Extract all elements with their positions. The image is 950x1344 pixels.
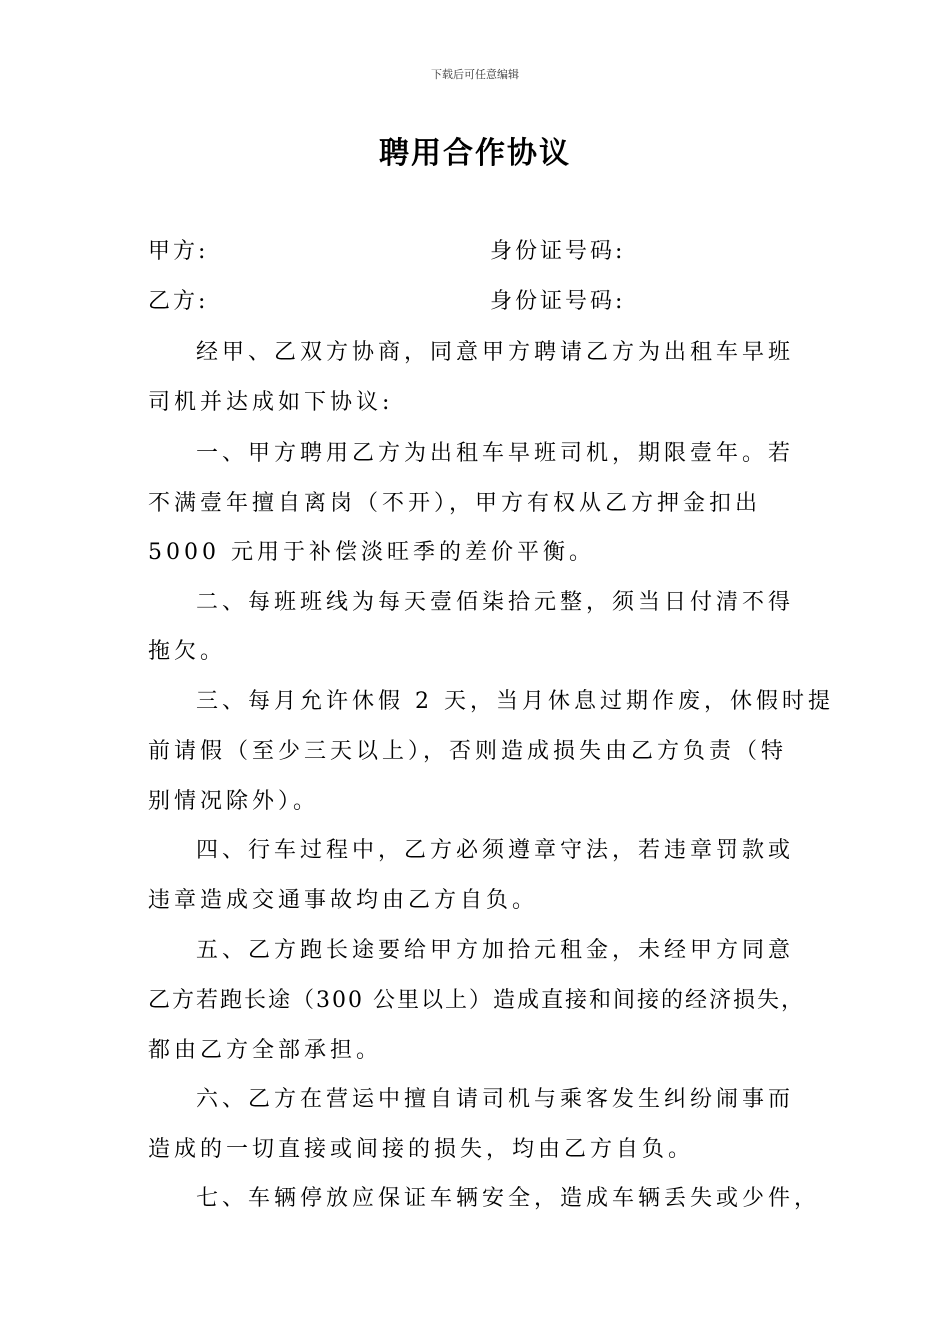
clause-6-line-1: 六、乙方在营运中擅自请司机与乘客发生纠纷闹事而 [196,1087,795,1112]
document-title: 聘用合作协议 [379,136,571,171]
party-b-id-label: 身份证号码: [490,289,626,314]
party-b-label: 乙方: [148,289,209,314]
party-a-row [148,234,828,274]
clause-1-line-2: 不满壹年擅自离岗（不开），甲方有权从乙方押金扣出 [148,491,762,516]
clause-4-line-2: 违章造成交通事故均由乙方自负。 [148,888,539,913]
intro-line-2: 司机并达成如下协议: [148,390,394,415]
party-a-label: 甲方: [148,239,209,264]
clause-7-line-1: 七、车辆停放应保证车辆安全，造成车辆丢失或少件， [196,1186,821,1211]
clause-3-line-1: 三、每月允许休假 2 天，当月休息过期作废，休假时提 [196,689,834,714]
party-b-row [148,284,828,324]
clause-1-line-1: 一、甲方聘用乙方为出租车早班司机，期限壹年。若 [196,441,795,466]
clause-1-line-3: 5000 元用于补偿淡旺季的差价平衡。 [148,540,595,565]
clause-2-line-1: 二、每班班线为每天壹佰柒拾元整，须当日付清不得 [196,590,795,615]
clause-3-line-2: 前请假（至少三天以上），否则造成损失由乙方负责（特 [148,739,788,764]
clause-2-line-2: 拖欠。 [148,639,227,664]
header-note: 下载后可任意编辑 [431,68,519,81]
clause-5-line-1: 五、乙方跑长途要给甲方加拾元租金，未经甲方同意 [196,938,795,963]
intro-line-1: 经甲、乙双方协商，同意甲方聘请乙方为出租车早班 [196,340,795,365]
clause-5-line-3: 都由乙方全部承担。 [148,1038,383,1063]
clause-3-line-3: 别情况除外）。 [148,789,320,814]
clause-5-line-2: 乙方若跑长途（300 公里以上）造成直接和间接的经济损失， [148,988,805,1013]
party-a-id-label: 身份证号码: [490,239,626,264]
clause-6-line-2: 造成的一切直接或间接的损失，均由乙方自负。 [148,1137,695,1162]
clause-4-line-1: 四、行车过程中，乙方必须遵章守法，若违章罚款或 [196,838,795,863]
